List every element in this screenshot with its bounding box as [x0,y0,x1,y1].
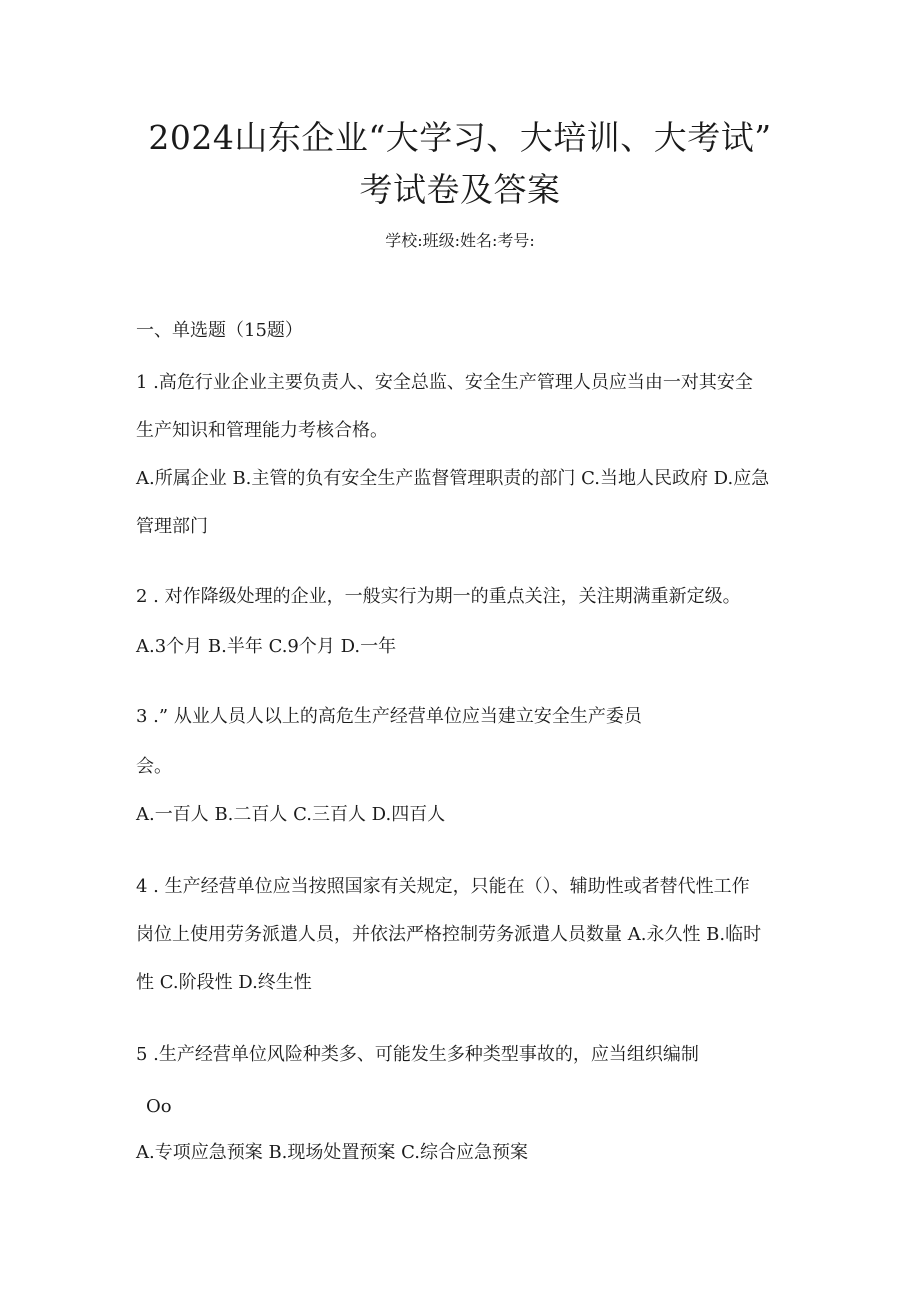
section-heading: 一、单选题（15题） [136,320,303,341]
question-4-text-line1: 4 . 生产经营单位应当按照国家有关规定，只能在（）、辅助性或者替代性工作 [136,876,750,897]
question-5-text-line2: Oo [146,1096,172,1117]
question-5-options-line1: A.专项应急预案 B.现场处置预案 C.综合应急预案 [136,1142,528,1163]
document-title-line2: 考试卷及答案 [359,170,561,209]
question-1-options-line2: 管理部门 [136,516,208,537]
document-title-line1: 2024山东企业“大学习、大培训、大考试” [148,118,772,157]
question-4-text-line2: 岗位上使用劳务派遣人员，并依法严格控制劳务派遣人员数量 A.永久性 B.临时 [136,924,762,945]
question-3-text-line2: 会。 [136,756,172,777]
question-3-options-line1: A.一百人 B.二百人 C.三百人 D.四百人 [136,804,446,825]
student-info-line: 学校:班级:姓名:考号: [385,231,535,250]
question-1-options-line1: A.所属企业 B.主管的负有安全生产监督管理职责的部门 C.当地人民政府 D.应急 [136,468,770,489]
question-2-options-line1: A.3个月 B.半年 C.9个月 D.一年 [136,636,397,657]
question-2-text-line1: 2 . 对作降级处理的企业，一般实行为期一的重点关注，关注期满重新定级。 [136,586,741,607]
question-4-text-line3: 性 C.阶段性 D.终生性 [136,972,312,993]
question-1-text-line1: 1 .高危行业企业主要负责人、安全总监、安全生产管理人员应当由一对其安全 [136,372,753,393]
question-5-text-line1: 5 .生产经营单位风险种类多、可能发生多种类型事故的，应当组织编制 [136,1044,699,1065]
question-1-text-line2: 生产知识和管理能力考核合格。 [136,420,388,441]
question-3-text-line1: 3 .” 从业人员人以上的高危生产经营单位应当建立安全生产委员 [136,706,642,727]
